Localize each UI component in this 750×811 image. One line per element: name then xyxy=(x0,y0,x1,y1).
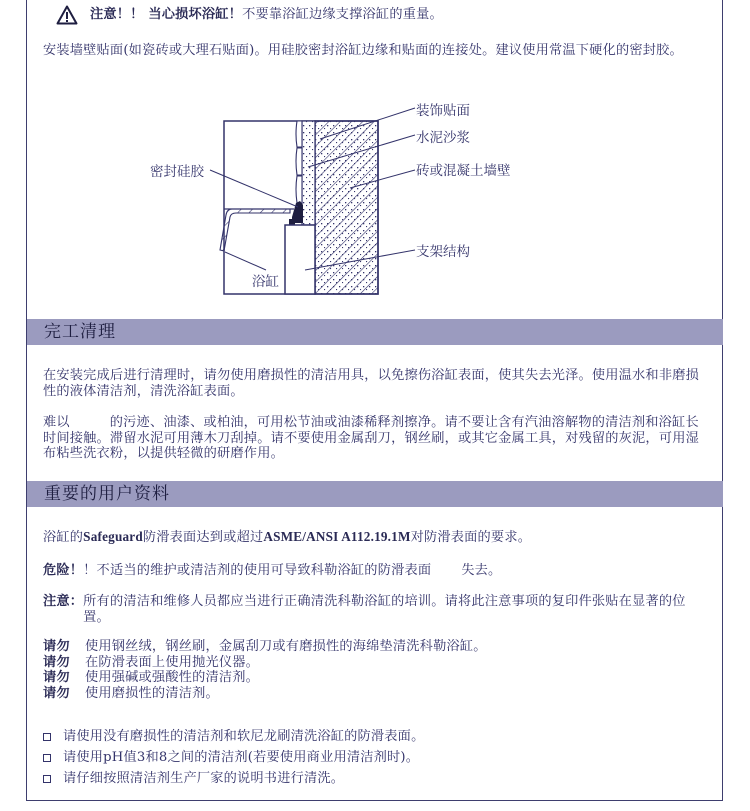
recommendations-list xyxy=(43,726,708,789)
safeguard-statement xyxy=(43,529,708,546)
section-header-cleanup xyxy=(27,319,723,345)
dont-item xyxy=(43,670,708,686)
checkbox-bullet-icon xyxy=(43,733,51,741)
list-item-text: 请仔细按照清洁剂生产厂家的说明书进行清洗。 xyxy=(63,770,345,786)
dont-label: 请勿 xyxy=(43,639,70,654)
dont-text: 使用磨损性的清洁剂。 xyxy=(85,685,219,701)
safeguard-prefix: 浴缸的 xyxy=(43,530,84,545)
dont-text: 使用钢丝绒，钢丝刷，金属刮刀或有磨损性的海绵垫清洗科勒浴缸。 xyxy=(85,639,487,654)
dont-item xyxy=(43,655,708,671)
label-wall: 砖或混凝土墙壁 xyxy=(416,163,511,179)
label-tub: 浴缸 xyxy=(252,274,279,290)
safeguard-middle: 防滑表面达到或超过 xyxy=(142,530,264,545)
caution-text: 所有的清洁和维修人员都应当进行正确清洗科勒浴缸的培训。请将此注意事项的复印件张贴在显著的位置。 xyxy=(83,594,686,625)
list-item-text: 请使用没有磨损性的清洁剂和软尼龙刷清洗浴缸的防滑表面。 xyxy=(63,728,425,744)
section-header-user-info xyxy=(27,481,723,507)
installation-diagram xyxy=(140,95,540,309)
checkbox-bullet-icon xyxy=(43,775,51,783)
warning-triangle-icon xyxy=(56,5,78,25)
list-item xyxy=(43,747,708,768)
cleanup-paragraph-1: 在安装完成后进行清理时，请勿使用磨损性的清洁用具，以免擦伤浴缸表面，使其失去光泽。使用温水和非磨损性的液体清洁剂，清洗浴缸表面。 xyxy=(43,368,699,399)
danger-text: ！不适当的维护或清洁剂的使用可导致科勒浴缸的防滑表面 xyxy=(83,563,432,578)
list-item xyxy=(43,768,708,789)
dont-item xyxy=(43,686,708,702)
cleanup-paragraph-2 xyxy=(43,415,708,462)
warning-label: 注意！！ 当心损坏浴缸！ xyxy=(90,7,243,23)
section-title: 重要的用户资料 xyxy=(44,484,170,504)
danger-label: 危险！ xyxy=(43,563,84,578)
donts-list xyxy=(43,639,708,701)
caution-statement xyxy=(43,594,708,625)
danger-text-end: 失去。 xyxy=(461,563,502,578)
cleanup-paragraph-2-rest: 的污迹、油漆、或柏油，可用松节油或油漆稀释剂擦净。请不要让含有汽油溶解物的清洁剂和浴缸长时间接触。滞留水泥可用薄木刀刮掉。请不要使用金属刮刀，钢丝刷，或其它金属工具，对残留的灰泥，可用湿布粘些洗衣粉，以提供轻微的研磨作用。 xyxy=(43,415,699,461)
label-mortar: 水泥沙浆 xyxy=(416,130,470,146)
safeguard-standard: ASME/ANSI A112.19.1M xyxy=(263,529,411,544)
dont-item xyxy=(43,639,708,655)
section-title: 完工清理 xyxy=(44,322,116,342)
label-support: 支架结构 xyxy=(416,244,470,260)
label-veneer: 装饰贴面 xyxy=(416,103,470,119)
warning-text: 不要靠浴缸边缘支撑浴缸的重量。 xyxy=(242,7,443,23)
install-paragraph: 安装墙壁贴面(如瓷砖或大理石贴面)。用硅胶密封浴缸边缘和贴面的连接处。建议使用常温下硬化的密封胶。 xyxy=(43,43,683,58)
dont-label: 请勿 xyxy=(43,654,70,670)
warning-line xyxy=(56,5,443,25)
list-item-text: 请使用pH值3和8之间的清洁剂(若要使用商业用清洁剂时)。 xyxy=(63,749,420,765)
dont-label: 请勿 xyxy=(43,670,70,685)
label-sealant: 密封硅胶 xyxy=(150,164,204,180)
dont-label: 请勿 xyxy=(43,685,70,701)
danger-statement xyxy=(43,563,708,579)
checkbox-bullet-icon xyxy=(43,754,51,762)
list-item xyxy=(43,726,708,747)
caution-label: 注意： xyxy=(43,594,84,609)
dont-text: 使用强碱或强酸性的清洁剂。 xyxy=(85,670,260,685)
dont-text: 在防滑表面上使用抛光仪器。 xyxy=(85,654,260,670)
cleanup-paragraph-2-start: 难以 xyxy=(43,415,70,430)
wall-section-diagram xyxy=(140,95,540,305)
safeguard-brand: Safeguard xyxy=(83,529,143,544)
safeguard-suffix: 对防滑表面的要求。 xyxy=(410,530,532,545)
